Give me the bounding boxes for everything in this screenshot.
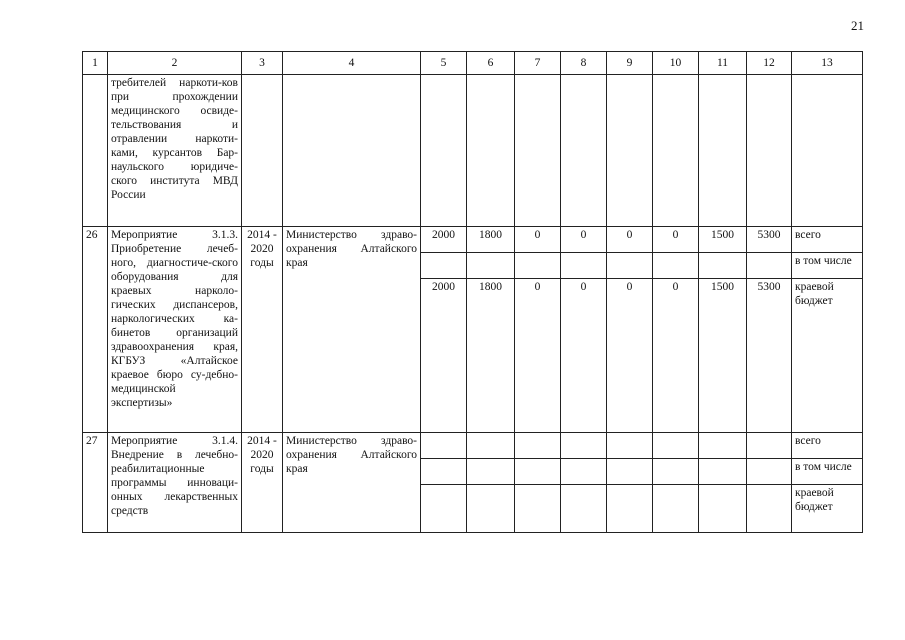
program-table <box>82 51 863 533</box>
header-cell: 13 <box>792 52 863 75</box>
value-cell: 0 <box>515 279 561 433</box>
value-cell: 1500 <box>699 279 747 433</box>
value-cell: 5300 <box>747 279 792 433</box>
value-cell: 5300 <box>747 227 792 253</box>
source-label: всего <box>792 227 863 253</box>
header-cell: 4 <box>283 52 421 75</box>
source-label: в том числе <box>792 459 863 485</box>
header-cell: 11 <box>699 52 747 75</box>
value-cell: 0 <box>607 279 653 433</box>
header-cell: 8 <box>561 52 607 75</box>
value-cell: 1800 <box>467 227 515 253</box>
table-row <box>83 227 863 253</box>
table-row <box>83 75 863 227</box>
header-cell: 2 <box>108 52 242 75</box>
header-cell: 7 <box>515 52 561 75</box>
source-label: краевой бюджет <box>792 485 863 533</box>
header-cell: 6 <box>467 52 515 75</box>
value-cell: 0 <box>515 227 561 253</box>
header-cell: 10 <box>653 52 699 75</box>
value-cell: 1800 <box>467 279 515 433</box>
measure-text: Мероприятие 3.1.3. Приобретение лечеб-ного, диагностиче-ского оборудования для краевых нарколо-гических диспансеров, наркологических ка-бинетов организаций здравоохранения края, КГБУЗ «Алтайское краевое бюро су-дебно-медицинской экспертизы» <box>108 227 242 433</box>
value-cell: 0 <box>607 227 653 253</box>
value-cell: 0 <box>561 279 607 433</box>
page-number: 21 <box>851 18 864 33</box>
value-cell: 0 <box>653 279 699 433</box>
source-label: всего <box>792 433 863 459</box>
executor: Министерство здраво-охранения Алтайского края <box>283 227 421 433</box>
executor: Министерство здраво-охранения Алтайского края <box>283 433 421 533</box>
value-cell: 2000 <box>421 279 467 433</box>
source-label: в том числе <box>792 253 863 279</box>
period: 2014 - 2020 годы <box>242 227 283 433</box>
measure-text: Мероприятие 3.1.4. Внедрение в лечебно-реабилитационные программы инноваци-онных лекарственных средств <box>108 433 242 533</box>
row-number: 26 <box>83 227 108 433</box>
header-row <box>83 52 863 75</box>
header-cell: 1 <box>83 52 108 75</box>
value-cell: 2000 <box>421 227 467 253</box>
header-cell: 9 <box>607 52 653 75</box>
header-cell: 3 <box>242 52 283 75</box>
value-cell: 1500 <box>699 227 747 253</box>
header-cell: 5 <box>421 52 467 75</box>
value-cell: 0 <box>653 227 699 253</box>
value-cell: 0 <box>561 227 607 253</box>
measure-text: требителей наркоти-ков при прохождении медицинского освиде-тельствования и отравлении наркоти-ками, курсантов Бар-наульского юридиче-ского института МВД России <box>108 75 242 227</box>
header-cell: 12 <box>747 52 792 75</box>
table-row <box>83 433 863 459</box>
row-number: 27 <box>83 433 108 533</box>
source-label: краевой бюджет <box>792 279 863 433</box>
period: 2014 - 2020 годы <box>242 433 283 533</box>
